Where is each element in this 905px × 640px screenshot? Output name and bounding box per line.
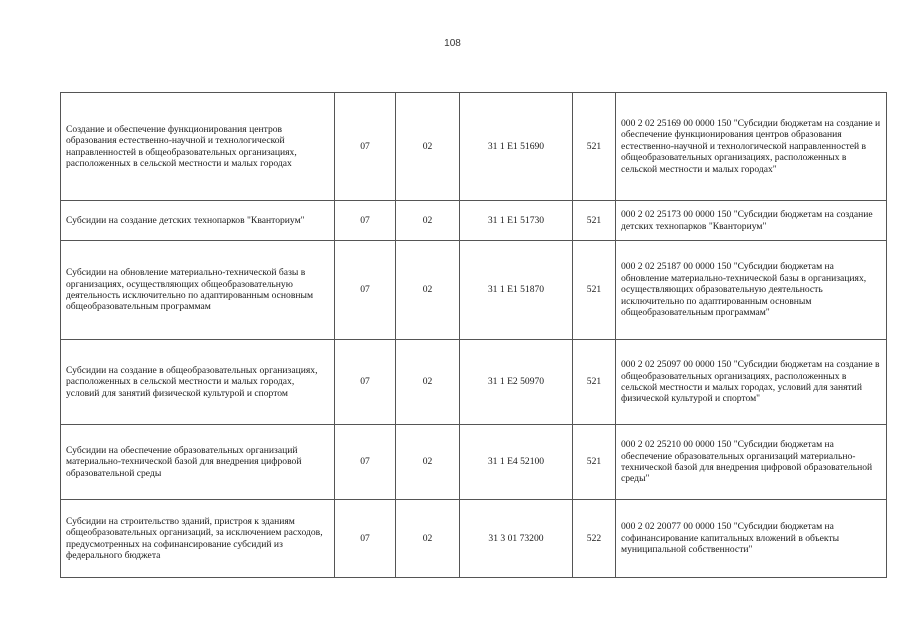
description-cell: Субсидии на обеспечение образовательных организаций материально-технической базой для внедрения цифровой образовательной среды	[61, 425, 335, 500]
description-cell: Субсидии на создание в общеобразовательных организациях, расположенных в сельской местности и малых городах, условий для занятий физической культурой и спортом	[61, 340, 335, 425]
subsection-cell: 02	[396, 425, 460, 500]
page-number: 108	[444, 38, 461, 49]
table-row	[61, 340, 887, 425]
table-row	[61, 241, 887, 340]
target-code-cell: 31 1 E1 51690	[460, 93, 573, 201]
expense-type-cell: 522	[573, 500, 616, 578]
table-row	[61, 500, 887, 578]
section-cell: 07	[335, 425, 396, 500]
description-cell: Создание и обеспечение функционирования центров образования естественно-научной и технологической направленностей в общеобразовательных организациях, расположенных в сельской местности и малых городах	[61, 93, 335, 201]
description-cell: Субсидии на обновление материально-технической базы в организациях, осуществляющих общеобразовательную деятельность исключительно по адаптированным основным общеобразовательным программам	[61, 241, 335, 340]
section-cell: 07	[335, 340, 396, 425]
description-cell: Субсидии на строительство зданий, пристроя к зданиям общеобразовательных организаций, за исключением расходов, предусмотренных на софинансирование субсидий из федерального бюджета	[61, 500, 335, 578]
target-code-cell: 31 1 E1 51730	[460, 201, 573, 241]
revenue-code-cell: 000 2 02 25169 00 0000 150 "Субсидии бюджетам на создание и обеспечение функционирования центров образования естественно-научной и технологической направленностей в общеобразовательных организациях, расположенных в сельской местности и малых городах"	[616, 93, 887, 201]
subsection-cell: 02	[396, 93, 460, 201]
section-cell: 07	[335, 241, 396, 340]
section-cell: 07	[335, 500, 396, 578]
budget-table	[60, 92, 887, 578]
expense-type-cell: 521	[573, 93, 616, 201]
subsection-cell: 02	[396, 241, 460, 340]
description-cell: Субсидии на создание детских технопарков "Кванториум"	[61, 201, 335, 241]
revenue-code-cell: 000 2 02 25187 00 0000 150 "Субсидии бюджетам на обновление материально-технической базы в организациях, осуществляющих образовательную деятельность исключительно по адаптированным основным общеобразовательным программам"	[616, 241, 887, 340]
target-code-cell: 31 1 E2 50970	[460, 340, 573, 425]
subsection-cell: 02	[396, 201, 460, 241]
subsection-cell: 02	[396, 500, 460, 578]
revenue-code-cell: 000 2 02 25173 00 0000 150 "Субсидии бюджетам на создание детских технопарков "Кванториум"	[616, 201, 887, 241]
revenue-code-cell: 000 2 02 25210 00 0000 150 "Субсидии бюджетам на обеспечение образовательных организаций материально-технической базой для внедрения цифровой образовательной среды"	[616, 425, 887, 500]
table-row	[61, 201, 887, 241]
expense-type-cell: 521	[573, 340, 616, 425]
table-row	[61, 425, 887, 500]
revenue-code-cell: 000 2 02 20077 00 0000 150 "Субсидии бюджетам на софинансирование капитальных вложений в объекты муниципальной собственности"	[616, 500, 887, 578]
table-row	[61, 93, 887, 201]
target-code-cell: 31 1 E1 51870	[460, 241, 573, 340]
expense-type-cell: 521	[573, 241, 616, 340]
expense-type-cell: 521	[573, 425, 616, 500]
target-code-cell: 31 3 01 73200	[460, 500, 573, 578]
target-code-cell: 31 1 E4 52100	[460, 425, 573, 500]
expense-type-cell: 521	[573, 201, 616, 241]
revenue-code-cell: 000 2 02 25097 00 0000 150 "Субсидии бюджетам на создание в общеобразовательных организациях, расположенных в сельской местности и малых городах, условий для занятий физической культурой и спортом"	[616, 340, 887, 425]
section-cell: 07	[335, 201, 396, 241]
subsection-cell: 02	[396, 340, 460, 425]
section-cell: 07	[335, 93, 396, 201]
